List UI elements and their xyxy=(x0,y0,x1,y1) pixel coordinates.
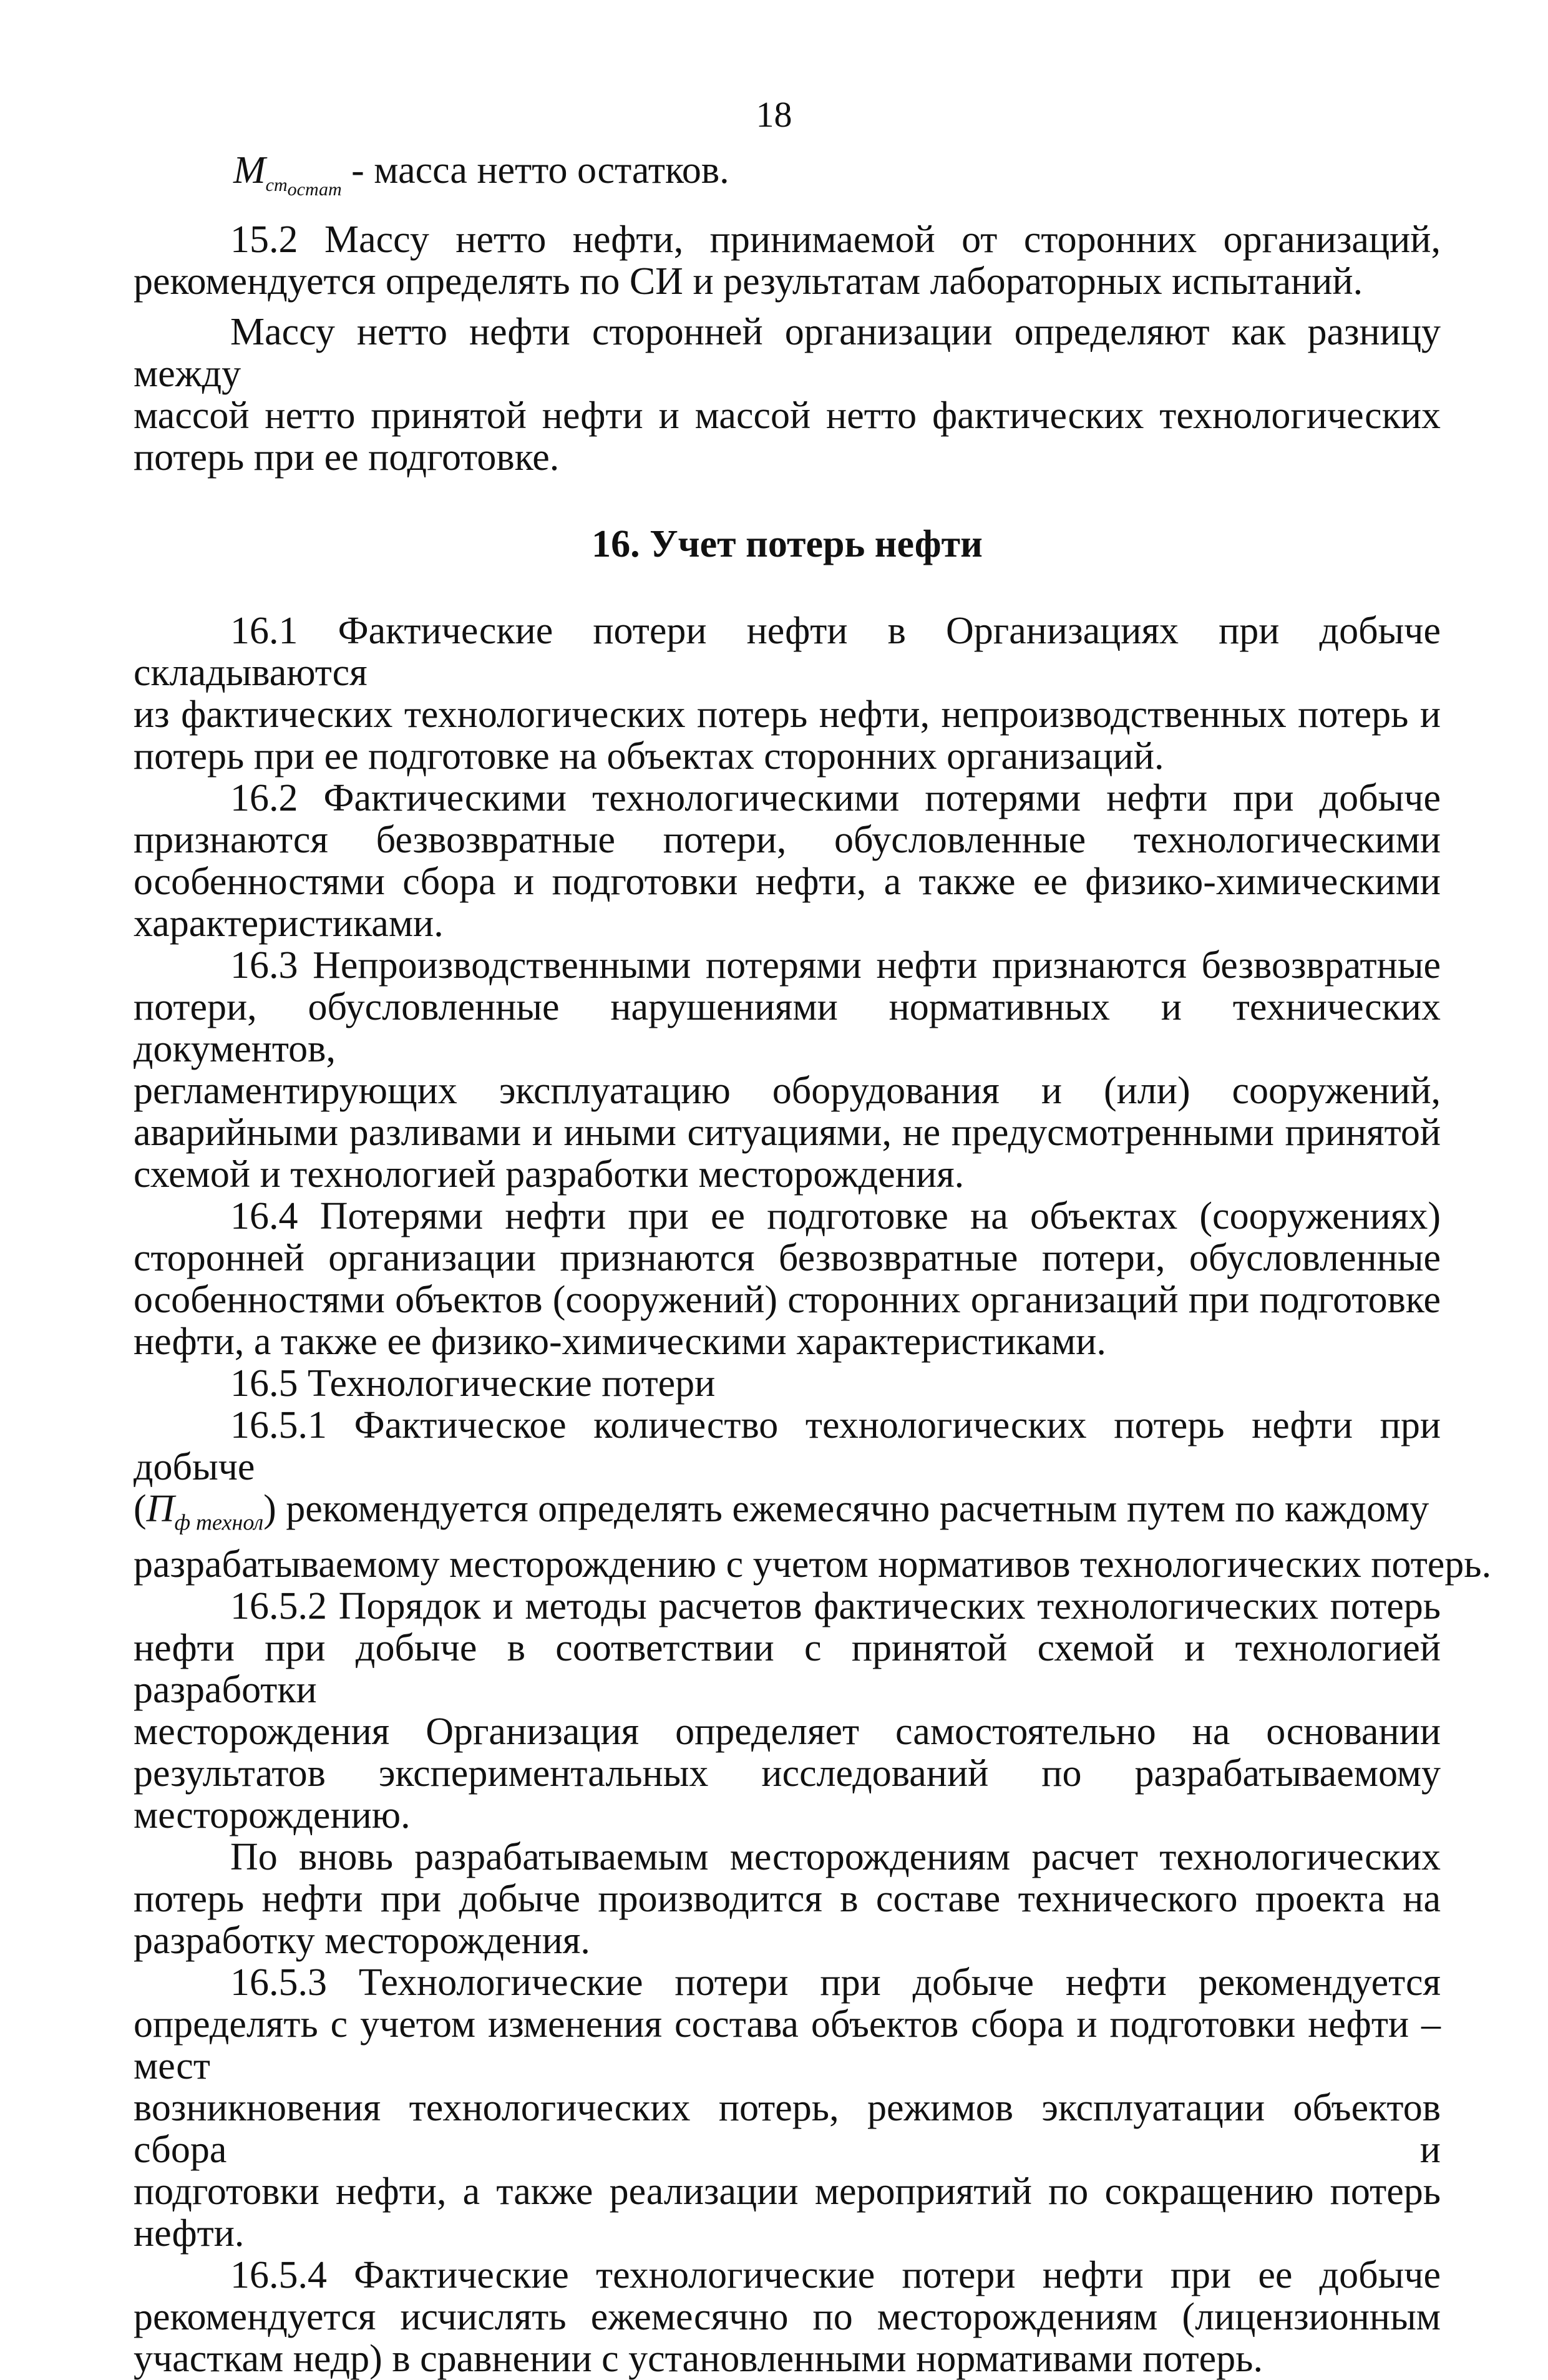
text-line: результатов экспериментальных исследований по разрабатываемому xyxy=(134,1752,1441,1795)
text-line: разрабатываемому месторождению с учетом нормативов технологических потерь. xyxy=(134,1543,1492,1586)
text-line: схемой и технологией разработки месторождения. xyxy=(134,1153,965,1196)
text-line: 16.2 Фактическими технологическими потерями нефти при добыче xyxy=(230,777,1441,820)
text-line: 15.2 Массу нетто нефти, принимаемой от сторонних организаций, xyxy=(230,218,1441,261)
text-line: потерь при ее подготовке. xyxy=(134,436,560,479)
text-line: нефти, а также ее физико-химическими характеристиками. xyxy=(134,1320,1106,1363)
text-line: потери, обусловленные нарушениями нормативных и технических документов, xyxy=(134,986,1441,1071)
text-line-with-symbol: $(П_{ф технол})$ рекомендуется определять ежемесячно расчетным путем по каждому xyxy=(134,1488,1429,1535)
text-line: сторонней организации признаются безвозвратные потери, обусловленные xyxy=(134,1237,1441,1280)
paragraph-15-2 xyxy=(134,219,1441,303)
paragraph-16-5-2-continuation xyxy=(134,1836,1441,1962)
text-line: 16.5 Технологические потери xyxy=(230,1362,716,1405)
text-line: рекомендуется исчислять ежемесячно по месторождениям (лицензионным xyxy=(134,2295,1441,2338)
paragraph-16-5-2 xyxy=(134,1586,1441,1836)
text-line: потерь нефти при добыче производится в составе технического проекта на xyxy=(134,1877,1441,1920)
text-line: По вновь разрабатываемым месторождениям расчет технологических xyxy=(230,1835,1441,1878)
text-line: рекомендуется определять по СИ и результатам лабораторных испытаний. xyxy=(134,260,1363,303)
paragraph-16-5-1 xyxy=(134,1404,1492,1586)
text-line: Массу нетто нефти сторонней организации определяют как разницу между xyxy=(134,311,1441,396)
text-line: из фактических технологических потерь нефти, непроизводственных потерь и xyxy=(134,693,1441,736)
text-line: определять с учетом изменения состава объектов сбора и подготовки нефти – мест xyxy=(134,2002,1441,2087)
paragraph-16-4 xyxy=(134,1196,1441,1363)
paragraph-16-2 xyxy=(134,778,1441,945)
text-line: особенностями сбора и подготовки нефти, а также ее физико-химическими xyxy=(134,861,1441,904)
text-line: участкам недр) в сравнении с установленными нормативами потерь. xyxy=(134,2337,1263,2380)
definition-line xyxy=(134,150,1441,210)
text-line: месторождения Организация определяет самостоятельно на основании xyxy=(134,1710,1441,1753)
text-line: массой нетто принятой нефти и массой нетто фактических технологических xyxy=(134,394,1441,437)
text-line: 16.1 Фактические потери нефти в Организациях при добыче складываются xyxy=(134,610,1441,695)
text-line: нефти при добыче в соответствии с принятой схемой и технологией разработки xyxy=(134,1626,1441,1711)
text-line: 16.5.3 Технологические потери при добыче нефти рекомендуется xyxy=(230,1961,1441,2004)
text-line: 16.3 Непроизводственными потерями нефти признаются безвозвратные xyxy=(230,944,1441,987)
text-line: нефти. xyxy=(134,2212,245,2255)
text-line: 16.5.4 Фактические технологические потери нефти при ее добыче xyxy=(230,2253,1441,2296)
text-line: 16.5.1 Фактическое количество технологических потерь нефти при добыче xyxy=(134,1404,1441,1489)
paragraph-16-3 xyxy=(134,945,1441,1196)
losses-symbol: $П_{ф технол}$ xyxy=(146,1488,264,1535)
text-line: месторождению. xyxy=(134,1793,411,1836)
section-heading: 16. Учет потерь нефти xyxy=(591,523,983,566)
text-line: признаются безвозвратные потери, обусловленные технологическими xyxy=(134,819,1441,862)
text-line: особенностями объектов (сооружений) сторонних организаций при подготовке xyxy=(134,1279,1441,1322)
text-line: потерь при ее подготовке на объектах сторонних организаций. xyxy=(134,735,1164,778)
page-body xyxy=(134,149,1492,2380)
text-line: регламентирующих эксплуатацию оборудования и (или) сооружений, xyxy=(134,1070,1441,1113)
definition-text: - масса нетто остатков. xyxy=(341,149,729,192)
paragraph-16-5-4 xyxy=(134,2255,1441,2380)
text-line: 16.4 Потерями нефти при ее подготовке на объектах (сооружениях) xyxy=(230,1195,1441,1238)
text-line: возникновения технологических потерь, режимов эксплуатации объектов сбора и xyxy=(134,2086,1441,2171)
paragraph-16-5-3 xyxy=(134,1962,1441,2255)
text-line: характеристиками. xyxy=(134,902,444,945)
paragraph-15-2-continuation xyxy=(134,311,1441,479)
text-line: 16.5.2 Порядок и методы расчетов фактических технологических потерь xyxy=(230,1584,1441,1627)
paragraph-16-1 xyxy=(134,610,1441,778)
text-line: подготовки нефти, а также реализации мероприятий по сокращению потерь xyxy=(134,2170,1441,2213)
text-line: аварийными разливами и иными ситуациями, не предусмотренными принятой xyxy=(134,1111,1441,1154)
text-line: разработку месторождения. xyxy=(134,1919,590,1962)
paragraph-16-5 xyxy=(134,1363,1441,1405)
mass-symbol: $M_{ст_{остат}}$ xyxy=(233,149,342,200)
page-number: 18 xyxy=(756,94,792,135)
